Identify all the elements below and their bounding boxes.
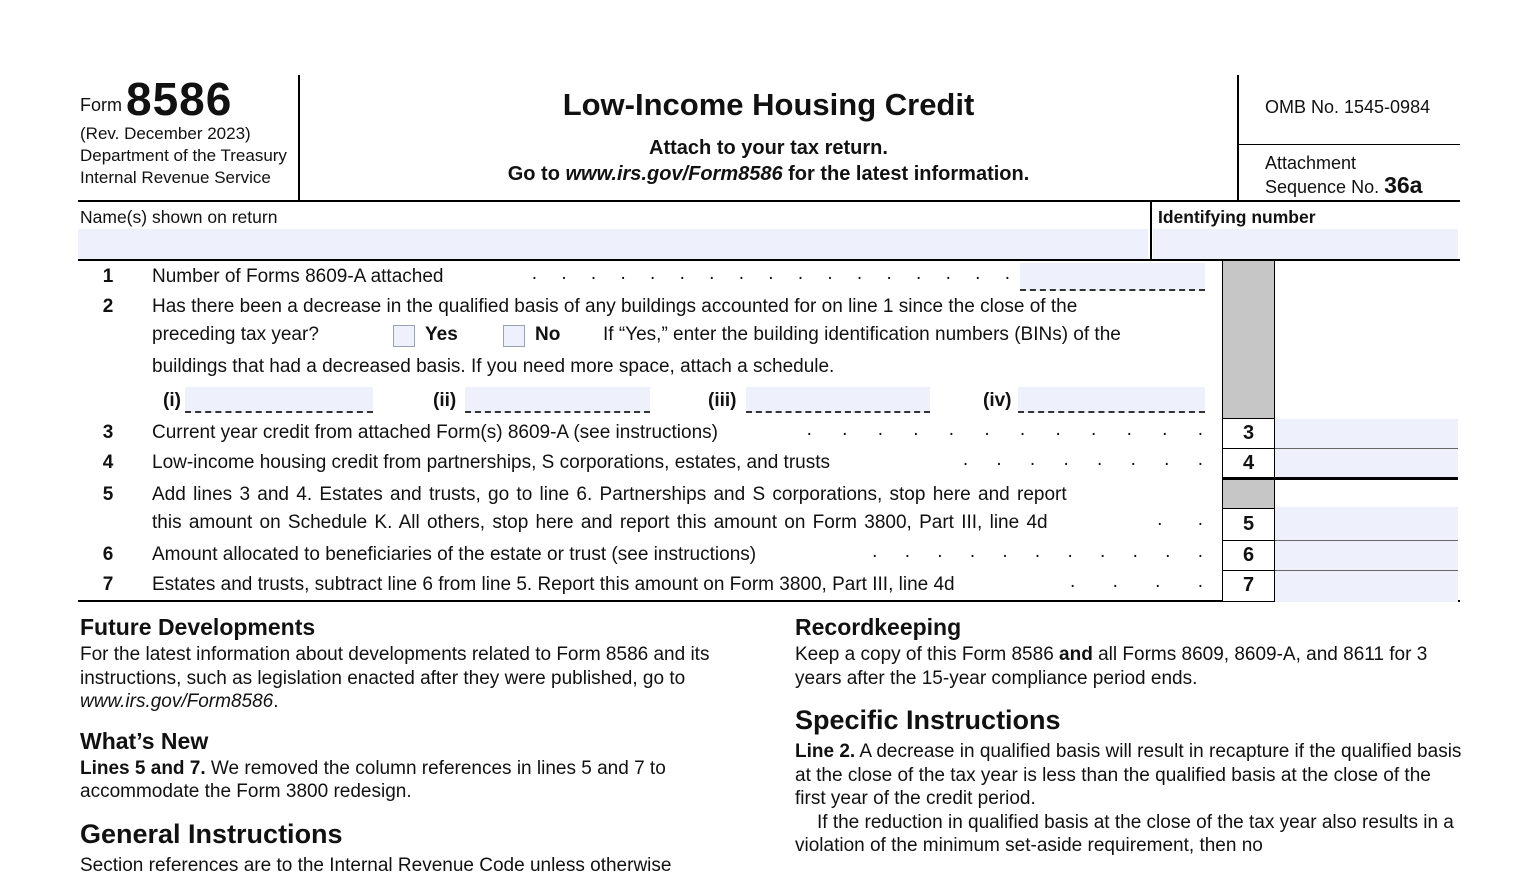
line-3-amount-field[interactable] <box>1275 419 1458 449</box>
bin-iv-label: (iv) <box>983 387 1012 415</box>
line-5-label-2: this amount on Schedule K. All others, stop here and report this amount on Form 3800, Part III, line 4d <box>152 512 1048 533</box>
goto-suffix: for the latest information. <box>783 163 1030 185</box>
sequence-number: 36a <box>1384 172 1422 198</box>
line-4-number: 4 <box>96 449 120 477</box>
specific-instructions-heading: Specific Instructions <box>795 705 1463 735</box>
line-5-amount-field[interactable] <box>1275 507 1458 541</box>
instructions-section <box>78 602 1460 864</box>
name-label: Name(s) shown on return <box>80 207 277 228</box>
line-3-number: 3 <box>96 419 120 447</box>
line-1-number: 1 <box>96 263 120 291</box>
form-id-block <box>78 75 300 200</box>
line-7-text <box>152 571 1205 599</box>
shaded-cell-line-5 <box>1222 479 1275 509</box>
line-4-dot-leaders: . . . . . . . . <box>963 446 1203 474</box>
line-4-box: 4 <box>1222 449 1275 479</box>
form-header <box>78 75 1460 202</box>
instructions-right-column <box>795 614 1463 858</box>
line-2-number: 2 <box>96 293 120 321</box>
omb-number: OMB No. 1545-0984 <box>1239 75 1460 145</box>
irs-line: Internal Revenue Service <box>80 168 294 188</box>
bin-i-label: (i) <box>163 387 181 415</box>
form-number: 8586 <box>126 77 232 121</box>
instructions-left-column <box>80 614 756 877</box>
recordkeeping-heading: Recordkeeping <box>795 614 1463 640</box>
line-4-text <box>152 449 1205 477</box>
form-number-block <box>80 77 294 121</box>
goto-instruction <box>300 163 1237 186</box>
bin-iii-field[interactable] <box>746 387 930 413</box>
bin-i-field[interactable] <box>185 387 373 413</box>
shaded-cell-lines-1-2 <box>1222 261 1275 419</box>
line-5-number: 5 <box>96 481 120 509</box>
thick-divider-after-line-4 <box>1222 477 1458 480</box>
line-6-number: 6 <box>96 541 120 569</box>
recordkeeping-bold-and: and <box>1059 644 1093 665</box>
name-identity-row <box>78 202 1460 261</box>
line-2-text-2: preceding tax year? <box>152 321 392 349</box>
bin-ii-field[interactable] <box>465 387 650 413</box>
name-input[interactable] <box>78 229 1148 259</box>
line-2-instruction-body <box>795 740 1463 811</box>
name-row-divider <box>1150 202 1152 259</box>
line-7-amount-field[interactable] <box>1275 571 1458 602</box>
line-3-dot-leaders: . . . . . . . . . . . . <box>807 416 1203 444</box>
line-7-number: 7 <box>96 571 120 599</box>
form-revision: (Rev. December 2023) <box>80 124 294 144</box>
line-6-label: Amount allocated to beneficiaries of the estate or trust (see instructions) <box>152 544 756 565</box>
line-4-amount-field[interactable] <box>1275 449 1458 479</box>
bin-iv-field[interactable] <box>1018 387 1205 413</box>
line-7-label: Estates and trusts, subtract line 6 from line 5. Report this amount on Form 3800, Part III, line 4d <box>152 574 955 595</box>
identifying-number-label: Identifying number <box>1158 207 1316 228</box>
identifying-number-input[interactable] <box>1153 229 1458 259</box>
line-5-dot-leaders: . . <box>1157 506 1203 534</box>
line-1-value-field[interactable] <box>1020 263 1205 291</box>
line-7-box: 7 <box>1222 571 1275 602</box>
bin-ii-label: (ii) <box>433 387 456 415</box>
form-title: Low-Income Housing Credit <box>300 87 1237 123</box>
sequence-line <box>1265 174 1460 198</box>
future-developments-heading: Future Developments <box>80 614 756 640</box>
attachment-label: Attachment <box>1265 152 1460 174</box>
line-6-amount-field[interactable] <box>1275 541 1458 571</box>
line-3-box: 3 <box>1222 419 1275 449</box>
line-2-text-1: Has there been a decrease in the qualified basis of any buildings accounted for on line 1 since the close of the <box>152 293 1205 321</box>
credit-lines-table <box>78 261 1460 602</box>
recordkeeping-body <box>795 643 1463 690</box>
line-5-box: 5 <box>1222 509 1275 541</box>
line-2-if-yes-text: If “Yes,” enter the building identification numbers (BINs) of the <box>603 321 1205 349</box>
line-1-label: Number of Forms 8609-A attached <box>152 266 443 287</box>
irs-url: www.irs.gov/Form8586 <box>565 163 782 185</box>
line-6-text <box>152 541 1205 569</box>
line-7-dot-leaders: . . . . <box>1070 568 1203 596</box>
recordkeeping-text-1: Keep a copy of this Form 8586 <box>795 644 1059 665</box>
no-checkbox[interactable] <box>503 325 525 347</box>
form-title-block <box>300 75 1237 200</box>
line-2-instruction-text: A decrease in qualified basis will result in recapture if the qualified basis at the close of the tax year is less than the qualified basis at the close of the first year of the credit period. <box>795 741 1461 809</box>
goto-prefix: Go to <box>508 163 566 185</box>
future-developments-period: . <box>273 691 278 712</box>
bin-iii-label: (iii) <box>708 387 737 415</box>
recordkeeping-text-2: all Forms 8609, 8609-A, and 8611 for 3 years after the 15-year compliance period ends. <box>795 644 1427 689</box>
line-2-instruction-paragraph-2: If the reduction in qualified basis at the close of the tax year also results in a violation of the minimum set-aside requirement, then no <box>795 811 1463 858</box>
whats-new-body <box>80 757 756 804</box>
line-4-label: Low-income housing credit from partnerships, S corporations, estates, and trusts <box>152 452 830 473</box>
line-3-text <box>152 419 1205 447</box>
attachment-sequence-block <box>1239 145 1460 198</box>
line-3-label: Current year credit from attached Form(s) 8609-A (see instructions) <box>152 422 718 443</box>
line-2-text-3: buildings that had a decreased basis. If you need more space, attach a schedule. <box>152 353 1205 381</box>
general-instructions-heading: General Instructions <box>80 819 756 849</box>
yes-label: Yes <box>425 321 458 349</box>
whats-new-lead: Lines 5 and 7. <box>80 758 206 779</box>
line-1-dot-leaders: . . . . . . . . . . . . . . . . . <box>532 260 1010 288</box>
line-5-text-2 <box>152 509 1205 537</box>
line-6-dot-leaders: . . . . . . . . . . . <box>872 538 1203 566</box>
treasury-line: Department of the Treasury <box>80 146 294 166</box>
future-developments-url: www.irs.gov/Form8586 <box>80 691 273 712</box>
yes-checkbox[interactable] <box>393 325 415 347</box>
line-2-instruction-lead: Line 2. <box>795 741 855 762</box>
omb-block <box>1237 75 1460 200</box>
no-label: No <box>535 321 560 349</box>
sequence-label: Sequence No. <box>1265 177 1384 197</box>
line-6-box: 6 <box>1222 541 1275 571</box>
whats-new-text: We removed the column references in lines 5 and 7 to accommodate the Form 3800 redesign. <box>80 758 666 803</box>
future-developments-text: For the latest information about developments related to Form 8586 and its instructions, such as legislation enacted after they were published, go to <box>80 644 709 689</box>
form-word-label: Form <box>80 95 122 121</box>
future-developments-body <box>80 643 756 714</box>
line-5-text-1: Add lines 3 and 4. Estates and trusts, go to line 6. Partnerships and S corporations, stop here and report <box>152 481 1205 509</box>
attach-instruction: Attach to your tax return. <box>300 137 1237 160</box>
whats-new-heading: What’s New <box>80 728 756 754</box>
general-instructions-body: Section references are to the Internal Revenue Code unless otherwise <box>80 854 756 877</box>
